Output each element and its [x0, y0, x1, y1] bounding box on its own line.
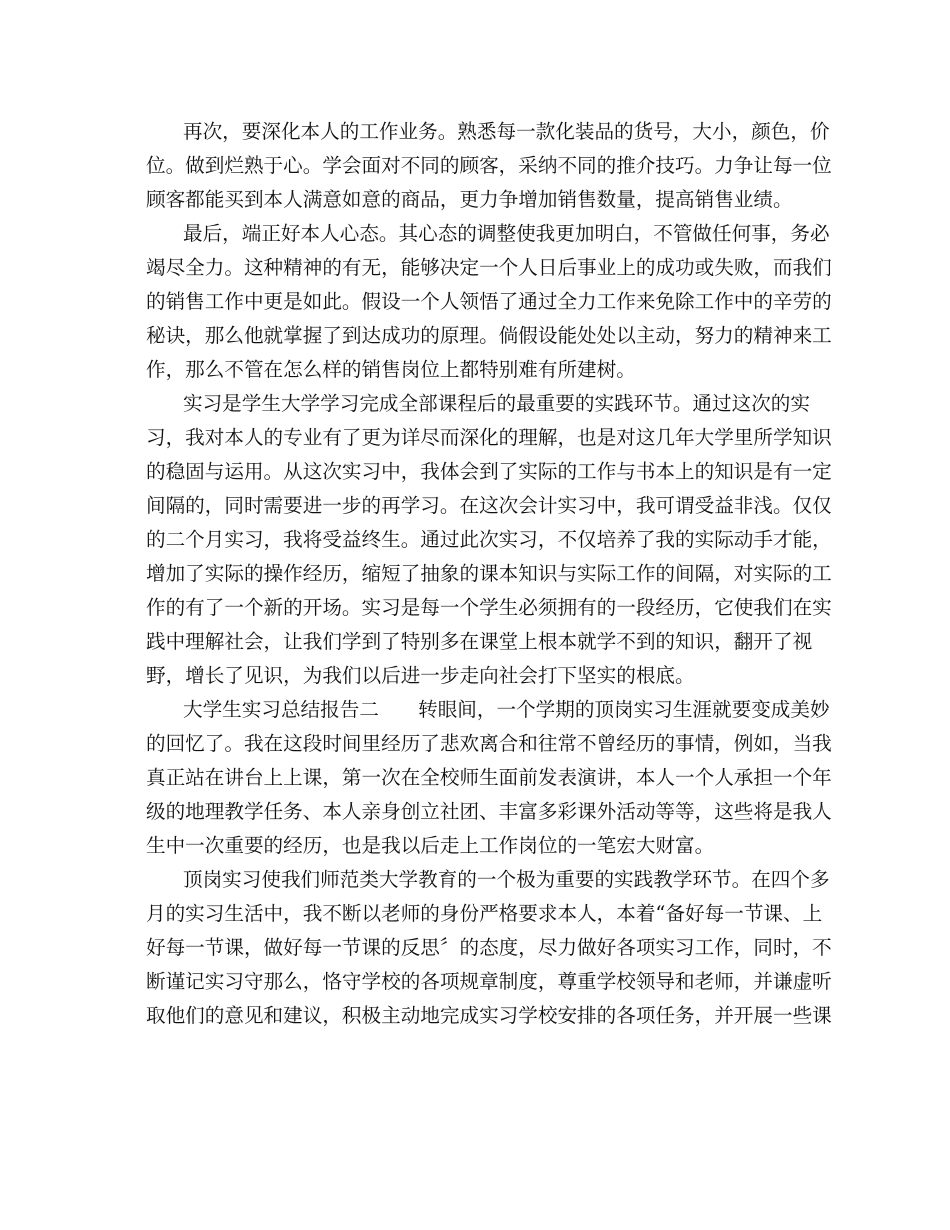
paragraph-line: 再次，要深化本人的工作业务。熟悉每一款化装品的货号，大小，颜色，价	[183, 120, 830, 143]
paragraph-line: 间隔的，同时需要进一步的再学习。在这次会计实习中，我可谓受益非浅。仅仅	[146, 494, 832, 517]
paragraph-line: 好每一节课，做好每一节课的反思〞的态度，尽力做好各项实习工作，同时，不	[146, 936, 832, 959]
paragraph-line: 秘诀，那么他就掌握了到达成功的原理。倘假设能处处以主动，努力的精神来工	[146, 324, 832, 347]
paragraph-line: 实习是学生大学学习完成全部课程后的最重要的实践环节。通过这次的实	[183, 392, 810, 415]
paragraph-line: 的二个月实习，我将受益终生。通过此次实习，不仅培养了我的实际动手才能，	[146, 528, 832, 551]
paragraph-line: 的销售工作中更是如此。假设一个人领悟了通过全力工作来免除工作中的辛劳的	[146, 290, 832, 313]
section-heading-line: 大学生实习总结报告二 转眼间，一个学期的顶岗实习生涯就要变成美妙	[183, 698, 830, 721]
paragraph-line: 生中一次重要的经历，也是我以后走上工作岗位的一笔宏大财富。	[146, 834, 715, 857]
paragraph-line: 取他们的意见和建议，积极主动地完成实习学校安排的各项任务，并开展一些课	[146, 1004, 832, 1027]
paragraph-line: 断谨记实习守那么，恪守学校的各项规章制度，尊重学校领导和老师，并谦虚听	[146, 970, 832, 993]
paragraph-line: 位。做到烂熟于心。学会面对不同的顾客，采纳不同的推介技巧。力争让每一位	[146, 154, 832, 177]
paragraph-line: 的稳固与运用。从这次实习中，我体会到了实际的工作与书本上的知识是有一定	[146, 460, 832, 483]
paragraph-line: 顾客都能买到本人满意如意的商品，更力争增加销售数量，提高销售业绩。	[146, 188, 793, 211]
paragraph-line: 作的有了一个新的开场。实习是每一个学生必须拥有的一段经历，它使我们在实	[146, 596, 832, 619]
paragraph-line: 级的地理教学任务、本人亲身创立社团、丰富多彩课外活动等等，这些将是我人	[146, 800, 832, 823]
paragraph-line: 真正站在讲台上上课，第一次在全校师生面前发表演讲，本人一个人承担一个年	[146, 766, 832, 789]
paragraph-line: 野，增长了见识，为我们以后进一步走向社会打下坚实的根底。	[146, 664, 695, 687]
paragraph-line: 习，我对本人的专业有了更为详尽而深化的理解，也是对这几年大学里所学知识	[146, 426, 832, 449]
paragraph-line: 增加了实际的操作经历，缩短了抽象的课本知识与实际工作的间隔，对实际的工	[146, 562, 832, 585]
paragraph-line: 践中理解社会，让我们学到了特别多在课堂上根本就学不到的知识，翻开了视	[146, 630, 813, 653]
paragraph-line: 作，那么不管在怎么样的销售岗位上都特别难有所建树。	[146, 358, 636, 381]
paragraph-line: 最后，端正好本人心态。其心态的调整使我更加明白，不管做任何事，务必	[183, 222, 830, 245]
paragraph-line: 顶岗实习使我们师范类大学教育的一个极为重要的实践教学环节。在四个多	[183, 868, 830, 891]
paragraph-line: 的回忆了。我在这段时间里经历了悲欢离合和往常不曾经历的事情，例如，当我	[146, 732, 832, 755]
paragraph-line: 竭尽全力。这种精神的有无，能够决定一个人日后事业上的成功或失败，而我们	[146, 256, 832, 279]
paragraph-line: 月的实习生活中，我不断以老师的身份严格要求本人，本着“备好每一节课、上	[146, 902, 823, 925]
